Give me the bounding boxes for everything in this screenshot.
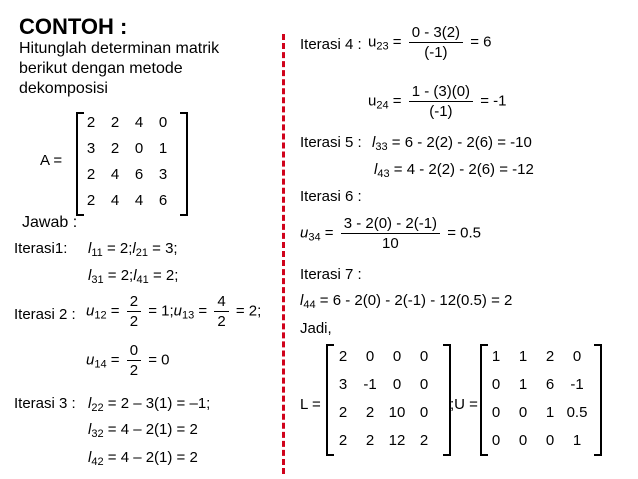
l33-line: $l_{33} = 6 - 2(2) - 2(6) = -10$ [372, 134, 532, 153]
matrix-a-cell: 2 [86, 192, 96, 209]
iterasi-4-label: Iterasi 4 : [300, 36, 362, 53]
matrix-l-cell: 12 [388, 432, 406, 449]
l11-value: = 2; [106, 240, 133, 257]
matrix-l-cell: 0 [419, 348, 429, 365]
matrix-u-right-bracket [594, 344, 602, 456]
u24-fraction: $\frac{1 - (3)(0)}{(-1)}$ [409, 83, 473, 120]
u24-line: $u_{24}$ = $\frac{1 - (3)(0)}{(-1)}$ = -1 [368, 83, 507, 120]
matrix-u-cell: 0 [518, 432, 528, 449]
l41-value: = 2; [152, 267, 179, 284]
u12-fraction: $\frac{2}{2}$ [127, 293, 141, 330]
jawab-label: Jawab : [22, 214, 78, 231]
matrix-a-cell: 6 [158, 192, 168, 209]
slide-title: CONTOH : [19, 14, 128, 39]
l22-line: $l_{22} = 2 - 3(1) = -1$; [88, 395, 211, 414]
matrix-a-cell: 6 [134, 166, 144, 183]
matrix-l-label: L = [300, 396, 321, 413]
matrix-l-cell: 2 [338, 404, 348, 421]
matrix-l-cell: 2 [338, 348, 348, 365]
matrix-u-cell: 0 [545, 432, 555, 449]
matrix-l-cell: 0 [419, 376, 429, 393]
l21-value: = 3; [152, 240, 178, 257]
iterasi-3-label: Iterasi 3 : [14, 395, 76, 412]
matrix-u-cell: 0 [572, 348, 582, 365]
l31-value: = 2; [107, 267, 134, 284]
l42-line: $l_{42} = 4 - 2(1) = 2$ [88, 449, 198, 468]
matrix-a-cell: 4 [110, 192, 120, 209]
l44-line: $l_{44} = 6 - 2(0) - 2(-1) - 12(0.5) = 2$ [300, 292, 513, 311]
l32-line: $l_{32} = 4 - 2(1) = 2$ [88, 421, 198, 440]
matrix-u-cell: 0 [491, 432, 501, 449]
matrix-u-cell: 1 [491, 348, 501, 365]
matrix-l-cell: 10 [388, 404, 406, 421]
matrix-l-cell: 2 [338, 432, 348, 449]
iterasi-1-label: Iterasi1: [14, 240, 68, 257]
iterasi-5-label: Iterasi 5 : [300, 134, 362, 151]
matrix-u-cell: 1 [545, 404, 555, 421]
matrix-l-cell: 2 [419, 432, 429, 449]
matrix-l-cell: 2 [365, 404, 375, 421]
iterasi-7-label: Iterasi 7 : [300, 266, 362, 283]
matrix-l-cell: 3 [338, 376, 348, 393]
u34-line: $u_{34}$ = $\frac{3 - 2(0) - 2(-1)}{10}$ = 0.5 [300, 215, 482, 252]
matrix-l-cell: -1 [363, 376, 377, 393]
matrix-a-cell: 0 [134, 140, 144, 157]
matrix-a-cell: 2 [86, 114, 96, 131]
matrix-a-cell: 4 [134, 114, 144, 131]
l43-line: $l_{43} = 4 - 2(2) - 2(6) = -12$ [374, 161, 534, 180]
iterasi-2-line2: $u_{14}$ = $\frac{0}{2}$ = 0 [86, 342, 170, 379]
u23-line: $u_{23}$ = $\frac{0 - 3(2)}{(-1)}$ = 6 [368, 24, 492, 61]
matrix-l-cell: 0 [392, 348, 402, 365]
iterasi-1-line1: $l_{11}$ = $2;l_{21} = 3$; [88, 240, 178, 259]
matrix-l-cell: 0 [365, 348, 375, 365]
iterasi-1-line2: $l_{31}$ = $2;l_{41} = 2$; [88, 267, 179, 286]
matrix-a-cell: 2 [86, 166, 96, 183]
matrix-u-cell: 1 [572, 432, 582, 449]
dashed-divider [282, 34, 285, 474]
u34-fraction: $\frac{3 - 2(0) - 2(-1)}{10}$ [341, 215, 440, 252]
jadi-label: Jadi, [300, 320, 332, 337]
iterasi-6-label: Iterasi 6 : [300, 188, 362, 205]
matrix-u-cell: 0 [491, 376, 501, 393]
matrix-l-cell: 2 [365, 432, 375, 449]
problem-line: dekomposisi [19, 80, 108, 97]
matrix-u-cell: 2 [545, 348, 555, 365]
matrix-a-cell: 2 [110, 140, 120, 157]
matrix-u-cell: 1 [518, 376, 528, 393]
matrix-a-cell: 0 [158, 114, 168, 131]
matrix-a-cell: 2 [110, 114, 120, 131]
matrix-a-cell: 4 [110, 166, 120, 183]
matrix-a-cell: 3 [86, 140, 96, 157]
matrix-u-cell: -1 [570, 376, 584, 393]
iterasi-2-label: Iterasi 2 : [14, 306, 76, 323]
u13-fraction: $\frac{4}{2}$ [214, 293, 228, 330]
iterasi-2-line1: $u_{12}$ = $\frac{2}{2}$ = $1;u_{13}$ = $\frac{4}{2}$ = 2; [86, 293, 262, 330]
matrix-u-cell: 1 [518, 348, 528, 365]
matrix-a-cell: 3 [158, 166, 168, 183]
matrix-u-cell: 0.5 [566, 404, 588, 421]
matrix-u-cell: 0 [518, 404, 528, 421]
matrix-separator: ;U = [450, 396, 478, 413]
matrix-a-label: A = [40, 152, 63, 169]
u23-fraction: $\frac{0 - 3(2)}{(-1)}$ [409, 24, 463, 61]
matrix-l-cell: 0 [392, 376, 402, 393]
problem-line: Hitunglah determinan matrik [19, 40, 220, 57]
u14-fraction: $\frac{0}{2}$ [127, 342, 141, 379]
matrix-a-cell: 1 [158, 140, 168, 157]
problem-line: berikut dengan metode [19, 60, 183, 77]
matrix-l-cell: 0 [419, 404, 429, 421]
matrix-a-cell: 4 [134, 192, 144, 209]
matrix-u-cell: 6 [545, 376, 555, 393]
matrix-a-right-bracket [180, 112, 188, 216]
matrix-u-cell: 0 [491, 404, 501, 421]
